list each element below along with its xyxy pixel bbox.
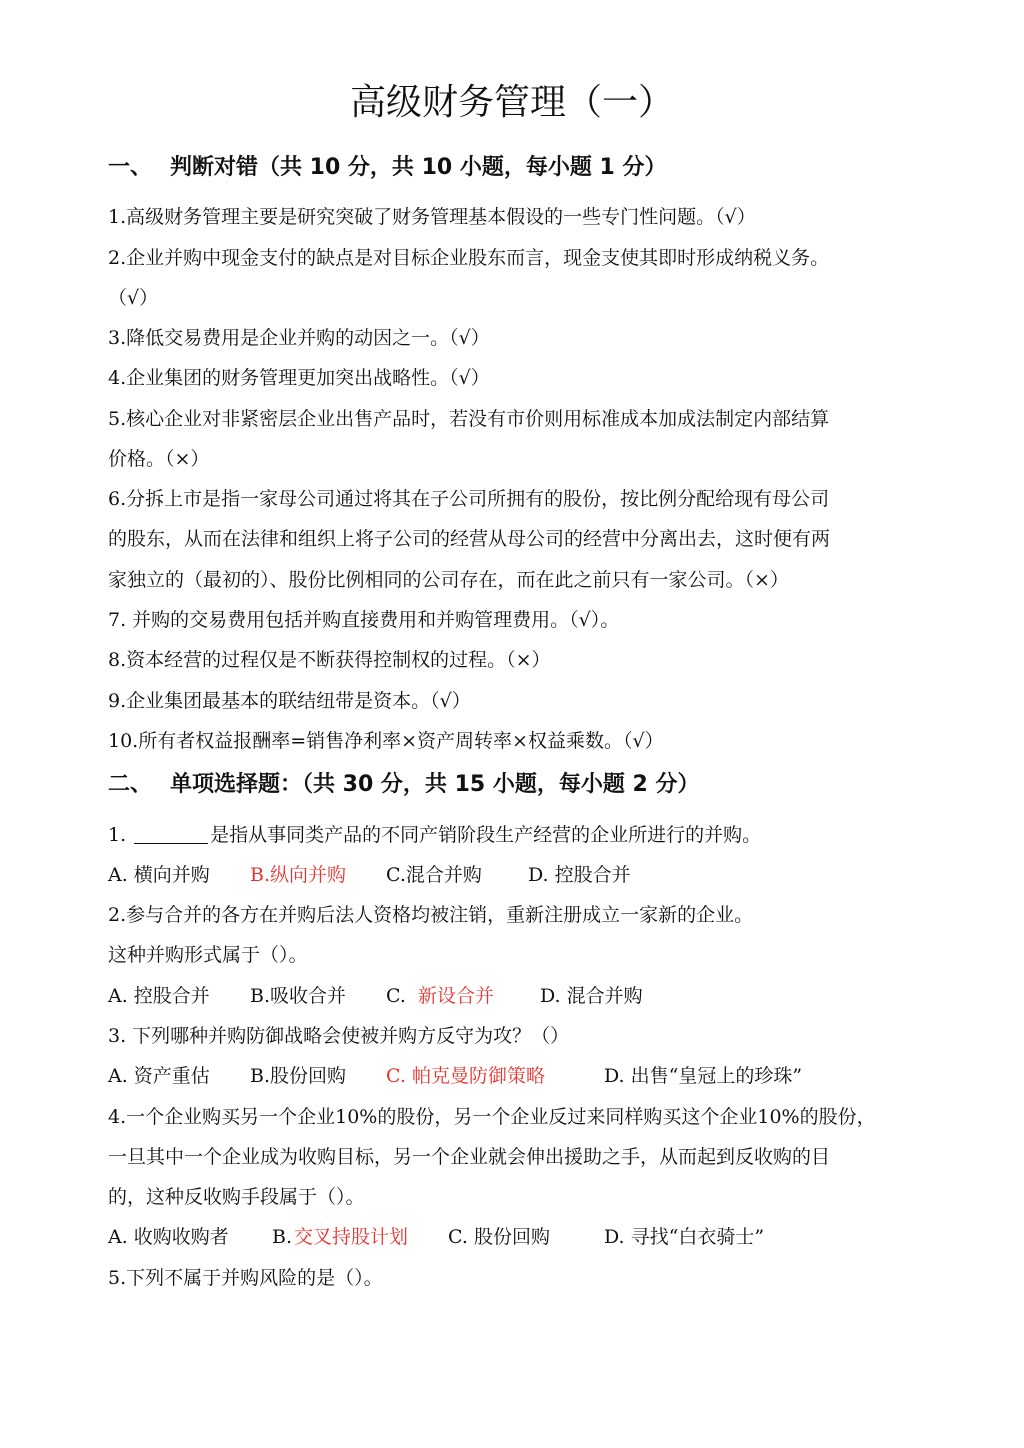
option-d: D. 寻找“白衣骑士” (604, 1226, 765, 1248)
tf-question-6-cont-1: 的股东，从而在法律和组织上将子公司的经营从母公司的经营中分离出去，这时便有两 (108, 528, 831, 550)
section-1-heading (108, 153, 667, 183)
section-2-number: 二、 (108, 772, 153, 797)
option-b-correct: B.纵向并购 (250, 864, 347, 886)
option-c-correct: C. 帕克曼防御策略 (386, 1065, 545, 1087)
mc-question-4-cont-2: 的，这种反收购手段属于（）。 (108, 1186, 365, 1208)
option-c-label: C. (386, 985, 406, 1007)
tf-question-6-cont-2: 家独立的（最初的）、股份比例相同的公司存在，而在此之前只有一家公司。（×） (108, 569, 789, 591)
option-d: D. 出售“皇冠上的珍珠” (604, 1065, 803, 1087)
option-c: C.混合并购 (386, 864, 482, 886)
tf-question-9: 9.企业集团最基本的联结纽带是资本。（√） (108, 690, 471, 712)
mc-question-1-number: 1. (108, 824, 127, 846)
option-a: A. 控股合并 (108, 985, 210, 1007)
tf-question-6: 6.分拆上市是指一家母公司通过将其在子公司所拥有的股份，按比例分配给现有母公司 (108, 488, 830, 510)
mc-question-1-text: 是指从事同类产品的不同产销阶段生产经营的企业所进行的并购。 (210, 824, 762, 846)
option-d: D. 控股合并 (528, 864, 631, 886)
tf-question-5: 5.核心企业对非紧密层企业出售产品时，若没有市价则用标准成本加成法制定内部结算 (108, 408, 830, 430)
section-1-number: 一、 (108, 155, 153, 180)
tf-question-10: 10.所有者权益报酬率=销售净利率×资产周转率×权益乘数。（√） (108, 730, 664, 752)
mc-question-4-cont-1: 一旦其中一个企业成为收购目标，另一个企业就会伸出援助之手，从而起到反收购的目 (108, 1146, 831, 1168)
option-b: B.吸收合并 (250, 985, 347, 1007)
mc-question-5: 5.下列不属于并购风险的是（）。 (108, 1267, 383, 1289)
tf-question-5-cont: 价格。（×） (108, 448, 210, 470)
option-d: D. 混合并购 (540, 985, 643, 1007)
option-a: A. 资产重估 (108, 1065, 210, 1087)
tf-question-7: 7. 并购的交易费用包括并购直接费用和并购管理费用。（√）。 (108, 609, 620, 631)
section-2-heading (108, 770, 700, 800)
tf-question-3: 3.降低交易费用是企业并购的动因之一。（√） (108, 327, 490, 349)
option-b-label: B. (272, 1226, 293, 1248)
section-2-title: 单项选择题：（共 30 分，共 15 小题，每小题 2 分） (170, 772, 700, 797)
option-b-correct: 交叉持股计划 (294, 1226, 409, 1248)
option-c-correct: 新设合并 (418, 985, 495, 1007)
tf-question-2-answer: （√） (108, 287, 159, 309)
tf-question-8: 8.资本经营的过程仅是不断获得控制权的过程。（×） (108, 649, 551, 671)
section-1-title: 判断对错（共 10 分，共 10 小题，每小题 1 分） (170, 155, 667, 180)
option-c: C. 股份回购 (448, 1226, 550, 1248)
tf-question-2: 2.企业并购中现金支付的缺点是对目标企业股东而言，现金支使其即时形成纳税义务。 (108, 247, 830, 269)
option-a: A. 横向并购 (108, 864, 210, 886)
mc-question-2: 2.参与合并的各方在并购后法人资格均被注销，重新注册成立一家新的企业。 (108, 904, 754, 926)
tf-question-1: 1.高级财务管理主要是研究突破了财务管理基本假设的一些专门性问题。（√） (108, 206, 756, 228)
answer-blank (134, 823, 208, 844)
page-title: 高级财务管理（一） (349, 82, 674, 123)
option-a: A. 收购收购者 (108, 1226, 229, 1248)
mc-question-1 (108, 821, 761, 849)
mc-question-2-cont: 这种并购形式属于（）。 (108, 944, 308, 966)
mc-question-3: 3. 下列哪种并购防御战略会使被并购方反守为攻？（） (108, 1025, 570, 1047)
tf-question-4: 4.企业集团的财务管理更加突出战略性。（√） (108, 367, 490, 389)
option-b: B.股份回购 (250, 1065, 347, 1087)
mc-question-4: 4.一个企业购买另一个企业10%的股份，另一个企业反过来同样购买这个企业10%的股份， (108, 1106, 876, 1128)
